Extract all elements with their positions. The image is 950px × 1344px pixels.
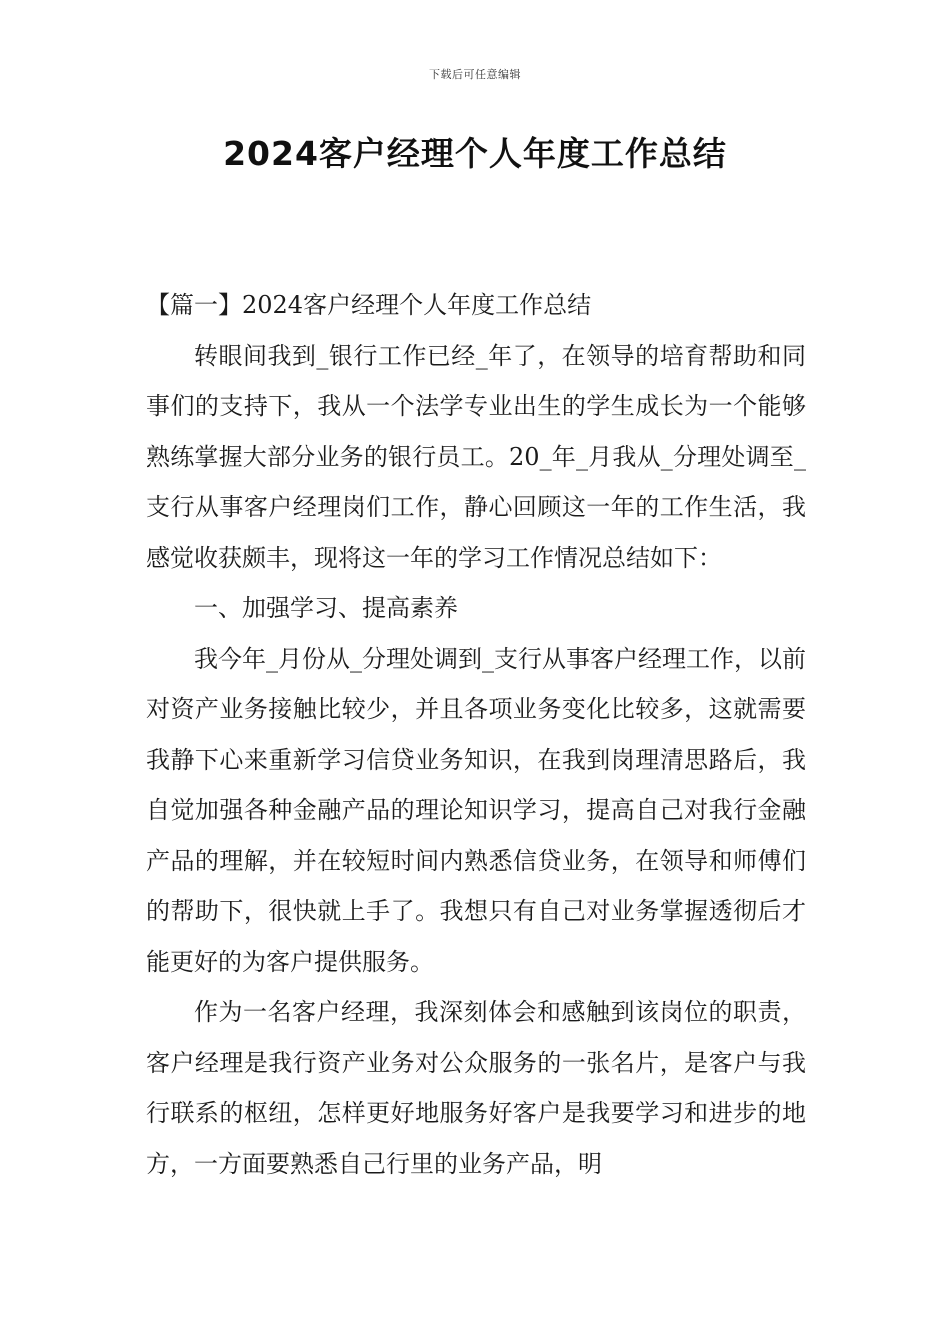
header-note: 下载后可任意编辑 [429, 68, 521, 81]
section-heading: 【篇一】2024客户经理个人年度工作总结 [146, 291, 592, 319]
paragraph-learning: 我今年_月份从_分理处调到_支行从事客户经理工作，以前对资产业务接触比较少，并且各项业务变化比较多，这就需要我静下心来重新学习信贷业务知识，在我到岗理清思路后，我自觉加强各种金融产品的理论知识学习，提高自己对我行金融产品的理解，并在较短时间内熟悉信贷业务，在领导和师傅们的帮助下，很快就上手了。我想只有自己对业务掌握透彻后才能更好的为客户提供服务。 [146, 644, 806, 976]
paragraph-intro: 转眼间我到_银行工作已经_年了，在领导的培育帮助和同事们的支持下，我从一个法学专业出生的学生成长为一个能够熟练掌握大部分业务的银行员工。20_年_月我从_分理处调至_支行从事客户经理岗们工作，静心回顾这一年的工作生活，我感觉收获颇丰，现将这一年的学习工作情况总结如下： [146, 341, 806, 572]
document-title: 2024客户经理个人年度工作总结 [223, 134, 727, 173]
document-body [146, 280, 806, 1189]
paragraph-responsibility: 作为一名客户经理，我深刻体会和感触到该岗位的职责，客户经理是我行资产业务对公众服务的一张名片，是客户与我行联系的枢纽，怎样更好地服务好客户是我要学习和进步的地方，一方面要熟悉自己行里的业务产品，明 [146, 998, 806, 1178]
subheading-learning: 一、加强学习、提高素养 [194, 594, 458, 622]
